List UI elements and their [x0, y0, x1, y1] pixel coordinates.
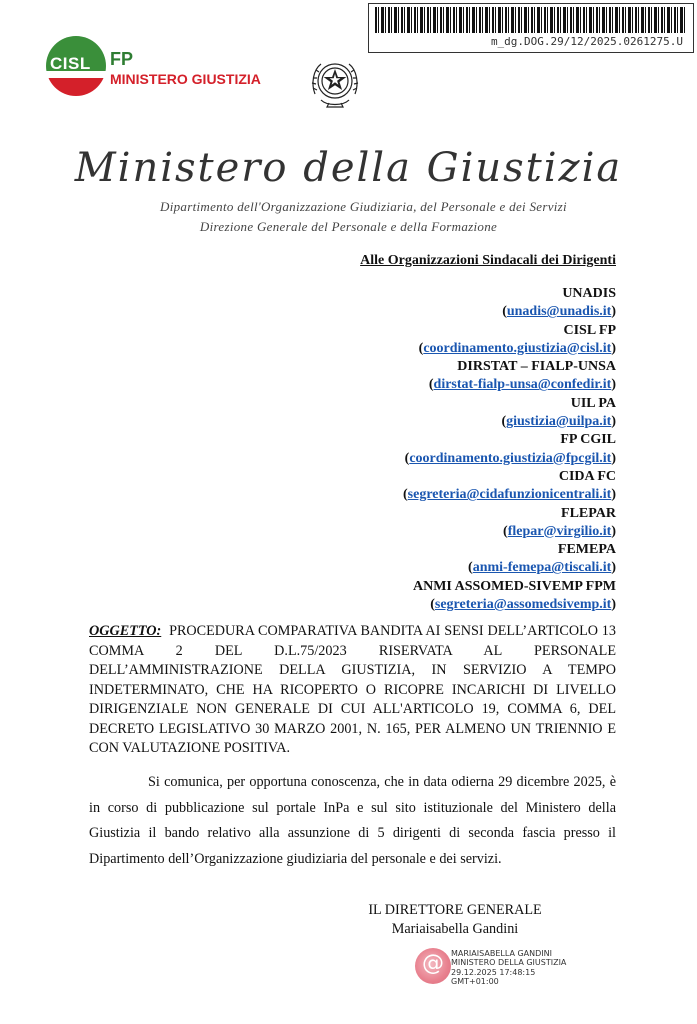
digital-seal-text	[451, 949, 566, 987]
email-link[interactable]: giustizia@uilpa.it	[506, 414, 612, 430]
seal-line: 29.12.2025 17:48:15	[451, 967, 536, 977]
ministry-title: Ministero della Giustizia	[74, 145, 623, 191]
subject-label: OGGETTO:	[89, 623, 162, 639]
protocol-stamp	[368, 3, 694, 53]
department-name: Dipartimento dell'Organizzazione Giudiziaria, del Personale e dei Servizi	[160, 199, 567, 214]
logo-union: FP	[110, 49, 134, 69]
email-link[interactable]: segreteria@assomedsivemp.it	[434, 597, 612, 613]
recipient-name: UIL PA	[570, 395, 616, 411]
recipient-email: (segreteria@assomedsivemp.it)	[430, 597, 616, 613]
protocol-code: m_dg.DOG.29/12/2025.0261275.U	[490, 35, 683, 48]
subject-paragraph	[89, 622, 616, 759]
recipient-email: (flepar@virgilio.it)	[503, 523, 616, 539]
recipient-name: DIRSTAT – FIALP-UNSA	[457, 359, 616, 375]
signatory-role: IL DIRETTORE GENERALE	[368, 902, 542, 918]
italian-republic-emblem-icon	[307, 56, 363, 110]
email-link[interactable]: segreteria@cidafunzionicentrali.it	[407, 487, 612, 503]
recipient-email: (anmi-femepa@tiscali.it)	[468, 560, 616, 576]
body-text	[89, 770, 616, 872]
recipient-email: (dirstat-fialp-unsa@confedir.it)	[428, 377, 616, 393]
seal-line: MINISTERO DELLA GIUSTIZIA	[451, 958, 567, 968]
digital-signature-seal-icon	[415, 948, 451, 984]
cisl-fp-logo	[46, 36, 286, 98]
signature-block	[365, 901, 545, 939]
recipient-name: UNADIS	[562, 286, 616, 301]
recipient-email: (coordinamento.giustizia@fpcgil.it)	[404, 450, 616, 466]
logo-ministry: MINISTERO GIUSTIZIA	[110, 71, 261, 87]
email-link[interactable]: flepar@virgilio.it	[507, 523, 612, 539]
email-link[interactable]: coordinamento.giustizia@cisl.it	[423, 340, 612, 356]
addressee-heading: Alle Organizzazioni Sindacali dei Dirigenti	[360, 253, 616, 268]
recipient-email: (giustizia@uilpa.it)	[501, 414, 616, 430]
body-paragraph: Si comunica, per opportuna conoscenza, che in data odierna 29 dicembre 2025, è in corso di pubblicazione sul portale InPa e sul sito istituzionale del Ministero della Giustizia il bando relativo alla assunzione di 5 dirigenti di seconda fascia presso il Dipartimento dell’Organizzazione giudiziaria del personale e dei servizi.	[89, 774, 616, 867]
barcode	[375, 7, 687, 33]
recipient-name: CISL FP	[563, 322, 616, 338]
recipient-email: (unadis@unadis.it)	[502, 304, 616, 320]
email-link[interactable]: anmi-femepa@tiscali.it	[472, 560, 612, 576]
logo-brand: CISL	[50, 54, 91, 73]
recipient-name: CIDA FC	[558, 468, 616, 484]
signatory-name: Mariaisabella Gandini	[391, 921, 519, 937]
recipient-list	[403, 285, 616, 614]
recipient-email: (segreteria@cidafunzionicentrali.it)	[402, 487, 616, 503]
directorate-name: Direzione Generale del Personale e della Formazione	[199, 219, 498, 234]
seal-line: GMT+01:00	[451, 977, 499, 987]
seal-line: MARIAISABELLA GANDINI	[451, 949, 552, 958]
recipient-name: ANMI ASSOMED-SIVEMP FPM	[413, 578, 616, 594]
recipient-email: (coordinamento.giustizia@cisl.it)	[418, 340, 616, 356]
email-link[interactable]: coordinamento.giustizia@fpcgil.it	[409, 450, 612, 466]
recipient-name: FP CGIL	[560, 432, 616, 448]
email-link[interactable]: dirstat-fialp-unsa@confedir.it	[433, 377, 612, 393]
recipient-name: FEMEPA	[557, 542, 616, 558]
at-sign-icon: @	[422, 951, 444, 976]
recipient-name: FLEPAR	[561, 505, 616, 521]
email-link[interactable]: unadis@unadis.it	[506, 304, 612, 320]
subject-text: PROCEDURA COMPARATIVA BANDITA AI SENSI DELL’ARTICOLO 13 COMMA 2 DEL D.L.75/2023 RISERVATA AL PERSONALE DELL’AMMINISTRAZIONE DELLA GIUSTIZIA, IN SERVIZIO A TEMPO INDETERMINATO, CHE HA RICOPERTO O RICOPRE INCARICHI DI LIVELLO DIRIGENZIALE NON GENERALE DI CUI ALL'ARTICOLO 19, COMMA 6, DEL DECRETO LEGISLATIVO 30 MARZO 2001, N. 165, PER ALMENO UN TRIENNIO E CON VALUTAZIONE POSITIVA.	[89, 623, 616, 756]
